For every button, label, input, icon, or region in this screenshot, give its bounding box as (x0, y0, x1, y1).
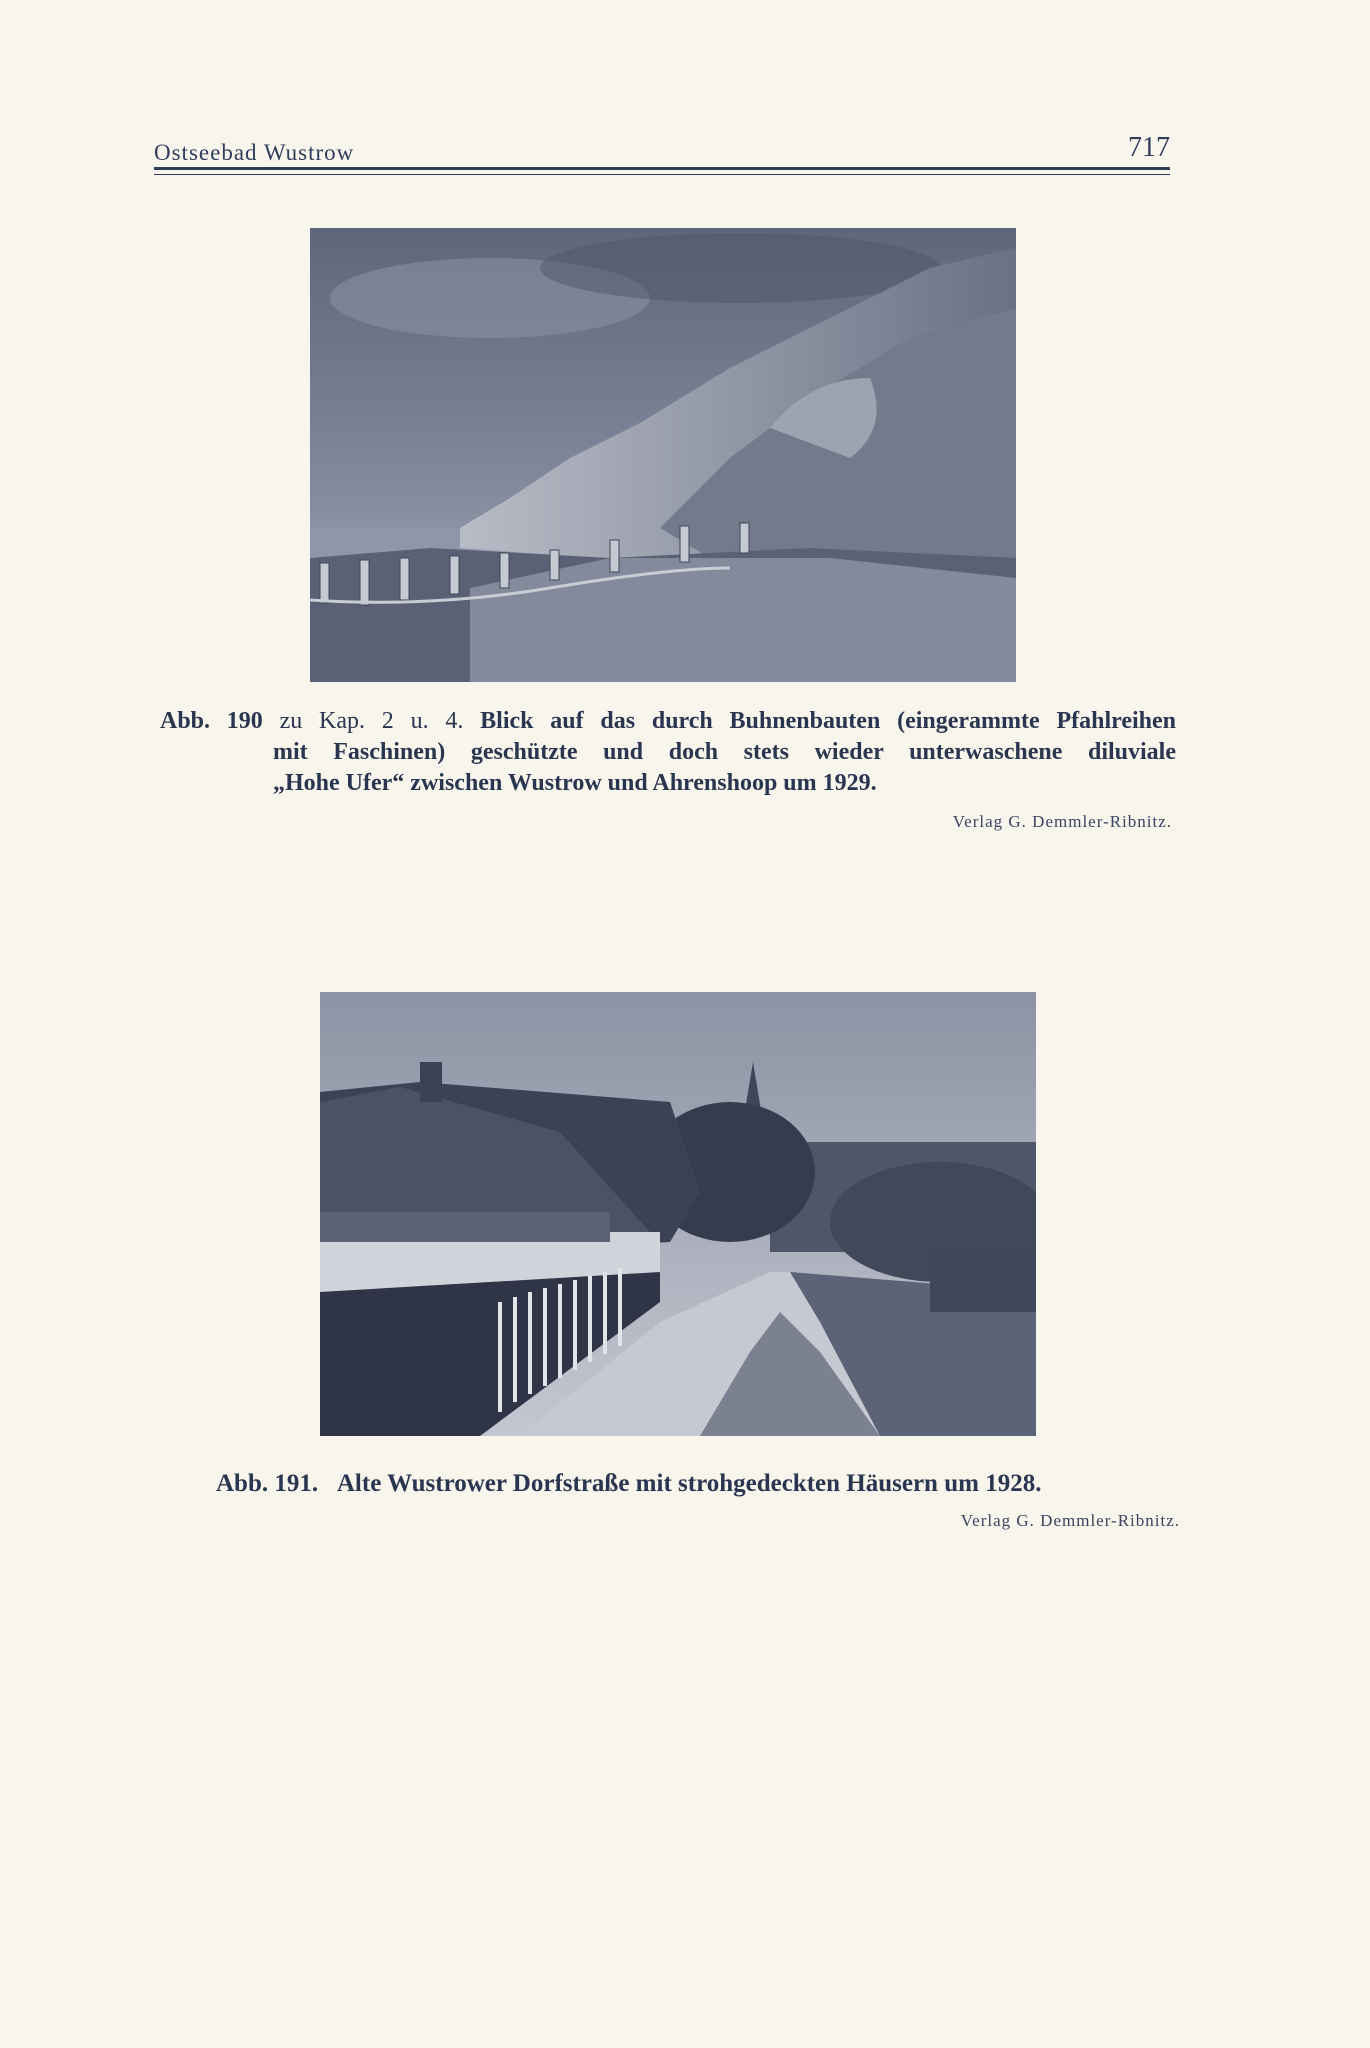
caption-text: Alte Wustrower Dorfstraße mit strohgedeckten Häusern um 1928. (336, 1470, 1042, 1497)
caption-line-2: mit Faschinen) geschützte und doch stets wieder unterwaschene diluviale (273, 739, 1176, 765)
figure-190-caption (160, 706, 1176, 799)
figure-190-credit: Verlag G. Demmler-Ribnitz. (952, 812, 1172, 831)
figure-191-credit: Verlag G. Demmler-Ribnitz. (960, 1511, 1180, 1530)
village-street-photo (320, 992, 1036, 1436)
running-title: Ostseebad Wustrow (154, 140, 355, 165)
figure-191-caption (216, 1470, 1136, 1498)
header-rule-thick (154, 167, 1170, 170)
caption-line-3: „Hohe Ufer“ zwischen Wustrow und Ahrenshoop um 1929. (273, 770, 877, 796)
caption-text: Blick auf das durch Buhnenbauten (eingerammte Pfahlreihen (480, 708, 1176, 734)
figure-reference: zu Kap. 2 u. 4. (279, 708, 464, 734)
page-number: 717 (1128, 132, 1170, 163)
caption-line-1 (160, 706, 1176, 737)
running-head (154, 132, 1170, 172)
figure-label: Abb. 191. (216, 1470, 319, 1497)
cliff-coast-photo (310, 228, 1016, 682)
header-rule-thin (154, 174, 1170, 175)
figure-label: Abb. 190 (160, 708, 263, 734)
